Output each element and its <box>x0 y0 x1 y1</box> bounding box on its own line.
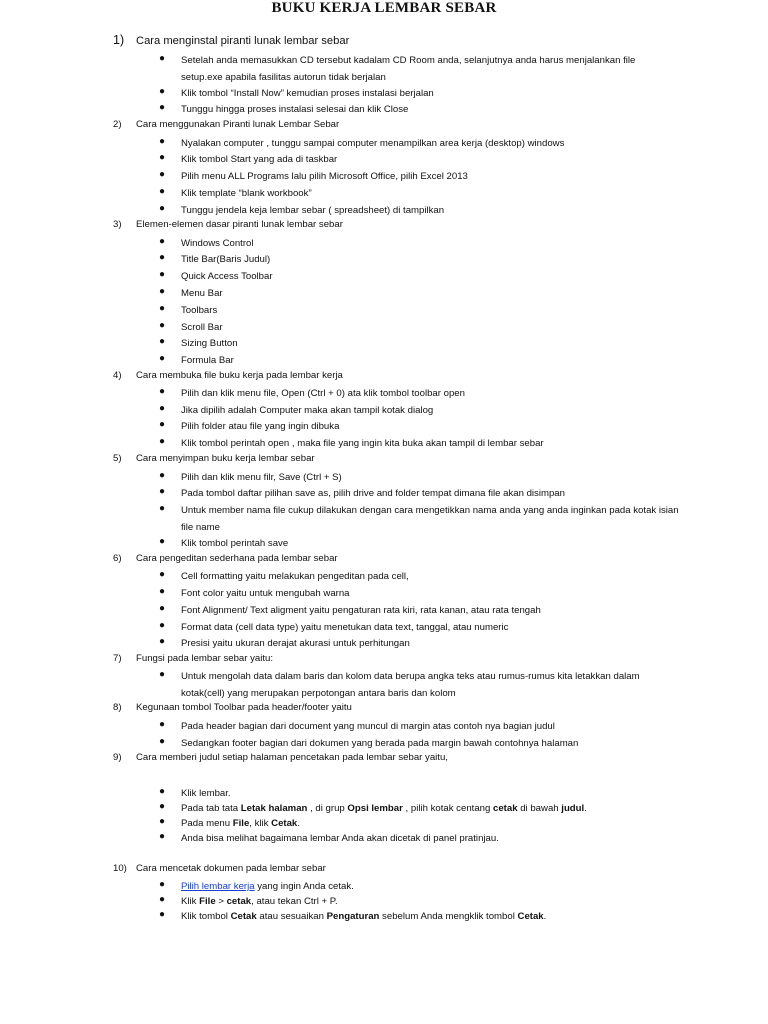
bullet-icon: ● <box>159 53 166 64</box>
section-heading-text: Fungsi pada lembar sebar yaitu: <box>136 653 274 664</box>
bullet-icon: ● <box>159 336 166 347</box>
bullet-icon: ● <box>159 136 166 147</box>
bullet-icon: ● <box>159 503 166 514</box>
bullet-icon: ● <box>159 86 166 97</box>
bullet-icon: ● <box>159 736 166 747</box>
bullet-icon: ● <box>159 801 166 812</box>
bullet-icon: ● <box>159 586 166 597</box>
bullet-icon: ● <box>159 303 166 314</box>
bullet-icon: ● <box>159 894 166 905</box>
section-heading-text: Cara menggunakan Piranti lunak Lembar Sebar <box>136 119 340 130</box>
bullet-icon: ● <box>159 169 166 180</box>
bullet-icon: ● <box>159 152 166 163</box>
section-heading-6: 6) Cara pengeditan sederhana pada lembar sebar <box>113 553 338 564</box>
section-heading-7: 7) Fungsi pada lembar sebar yaitu: <box>113 653 274 664</box>
bullet-icon: ● <box>159 320 166 331</box>
section-heading-5: 5) Cara menyimpan buku kerja lembar sebar <box>113 453 315 464</box>
bullet-icon: ● <box>159 102 166 113</box>
page-title: BUKU KERJA LEMBAR SEBAR <box>271 0 497 16</box>
bullet-icon: ● <box>159 909 166 920</box>
bullet-icon: ● <box>159 569 166 580</box>
section-heading-text: Cara menyimpan buku kerja lembar sebar <box>136 453 315 464</box>
section-heading-2: 2) Cara menggunakan Piranti lunak Lembar Sebar <box>113 119 340 130</box>
section-heading-text: Cara menginstal piranti lunak lembar sebar <box>136 35 350 47</box>
bullet-icon: ● <box>159 470 166 481</box>
section-heading-1: 1) Cara menginstal piranti lunak lembar sebar <box>113 33 350 47</box>
bullet-icon: ● <box>159 403 166 414</box>
section-heading-text: Cara memberi judul setiap halaman pencetakan pada lembar sebar yaitu, <box>136 752 448 763</box>
bullet-icon: ● <box>159 419 166 430</box>
bullet-icon: ● <box>159 186 166 197</box>
bullet-icon: ● <box>159 636 166 647</box>
bullet-icon: ● <box>159 236 166 247</box>
bullet-icon: ● <box>159 620 166 631</box>
section-heading-text: Elemen-elemen dasar piranti lunak lembar sebar <box>136 219 343 230</box>
document-page: BUKU KERJA LEMBAR SEBAR 1) Cara menginstal piranti lunak lembar sebar ● Setelah anda memasukkan CD tersebut kadalam CD Room anda, selanjutnya anda harus menjalankan file setup.exe apabila fasilitas autorun tidak berjalan ● Klik tombol “Install Now” kemudian proses instalasi berjalan ● Tunggu hingga proses instalasi selesai dan klik Close 2) Cara menggunakan Piranti lunak Lembar Sebar ● Nyalakan computer , tunggu sampai computer menampilkan area kerja (desktop) windows ● Klik tombol Start yang ada di taskbar ● Pilih menu ALL Programs lalu pilih Microsoft Office, pilih Excel 2013 ● Klik template “blank workbook” ● Tunggu jendela keja lembar sebar ( spreadsheet) di tampilkan 3) Elemen-elemen dasar piranti lunak lembar sebar ● Windows Control ● Title Bar(Baris Judul) ● Quick Access Toolbar ● Menu Bar ● Toolbars ● Scroll Bar ● Sizing Button ● Formula Bar 4) Cara membuka file buku kerja pada lembar kerja ● Pilih dan klik menu file, Open (Ctrl + 0) ata klik tombol toolbar open ● Jika dipilih adalah Computer maka akan tampil kotak dialog ● Pilih folder atau file yang ingin dibuka ● Klik tombol perintah open , maka file yang ingin kita buka akan tampil di lembar sebar 5) Cara menyimpan buku kerja lembar sebar ● Pilih dan klik menu filr, Save (Ctrl + S) ● Pada tombol daftar pilihan save as, pilih drive and folder tempat dimana file akan disimpan ● Untuk member nama file cukup dilakukan dengan cara mengetikkan nama anda yang anda inginkan pada kotak isian file name ● Klik tombol perintah save 6) Cara pengeditan sederhana pada lembar sebar ● Cell formatting yaitu melakukan pengeditan pada cell, ● Font color yaitu untuk mengubah warna ● Font Alignment/ Text aligment yaitu pengaturan rata kiri, rata kanan, atau rata tengah ● Format data (cell data type) yaitu menetukan data text, tanggal, atau numeric ● Presisi yaitu ukuran derajat akurasi untuk perhitungan 7) Fungsi pada lembar sebar yaitu: ● Untuk mengolah data dalam baris dan kolom data berupa angka teks atau rumus-rumus kita letakkan dalam kotak(cell) yang merupakan perpotongan antara baris dan kolom 8) Kegunaan tombol Toolbar pada header/footer yaitu ● Pada header bagian dari document yang muncul di margin atas contoh nya bagian judul ● Sedangkan footer bagian dari dokumen yang berada pada margin bawah contohnya halaman 9) Cara memberi judul setiap halaman pencetakan pada lembar sebar yaitu, ● Klik lembar. ● Pada tab tata Letak halaman , di grup Opsi lembar , pilih kotak centang cetak di bawah judul. ● Pada menu File, klik Cetak. ● Anda bisa melihat bagaimana lembar Anda akan dicetak di panel pratinjau. 10) Cara mencetak dokumen pada lembar sebar ● Pilih lembar kerja yang ingin Anda cetak. ● Klik File > cetak, atau tekan Ctrl + P. ● Klik tombol Cetak atau sesuaikan Pengaturan sebelum Anda mengklik tombol Cetak. <box>0 0 768 1024</box>
bullet-icon: ● <box>159 252 166 263</box>
select-worksheet-link[interactable]: Pilih lembar kerja <box>181 881 255 892</box>
bullet-icon: ● <box>159 669 166 680</box>
bullet-icon: ● <box>159 203 166 214</box>
section-heading-text: Cara pengeditan sederhana pada lembar sebar <box>136 553 338 564</box>
bullet-icon: ● <box>159 786 166 797</box>
bullet-icon: ● <box>159 536 166 547</box>
section-heading-9: 9) Cara memberi judul setiap halaman pencetakan pada lembar sebar yaitu, <box>113 752 448 763</box>
bullet-icon: ● <box>159 386 166 397</box>
bullet-icon: ● <box>159 486 166 497</box>
section-heading-text: Kegunaan tombol Toolbar pada header/footer yaitu <box>136 702 352 713</box>
bullet-icon: ● <box>159 603 166 614</box>
section-heading-10: 10) Cara mencetak dokumen pada lembar sebar <box>113 863 326 874</box>
section-heading-text: Cara membuka file buku kerja pada lembar kerja <box>136 370 343 381</box>
bullet-icon: ● <box>159 719 166 730</box>
bullet-icon: ● <box>159 831 166 842</box>
bullet-icon: ● <box>159 879 166 890</box>
bullet-icon: ● <box>159 286 166 297</box>
bullet-icon: ● <box>159 816 166 827</box>
bullet-icon: ● <box>159 436 166 447</box>
bullet-icon: ● <box>159 353 166 364</box>
bullet-icon: ● <box>159 269 166 280</box>
section-heading-text: Cara mencetak dokumen pada lembar sebar <box>136 863 326 874</box>
section-heading-3: 3) Elemen-elemen dasar piranti lunak lembar sebar <box>113 219 343 230</box>
section-heading-4: 4) Cara membuka file buku kerja pada lembar kerja <box>113 370 343 381</box>
section-heading-8: 8) Kegunaan tombol Toolbar pada header/footer yaitu <box>113 702 352 713</box>
